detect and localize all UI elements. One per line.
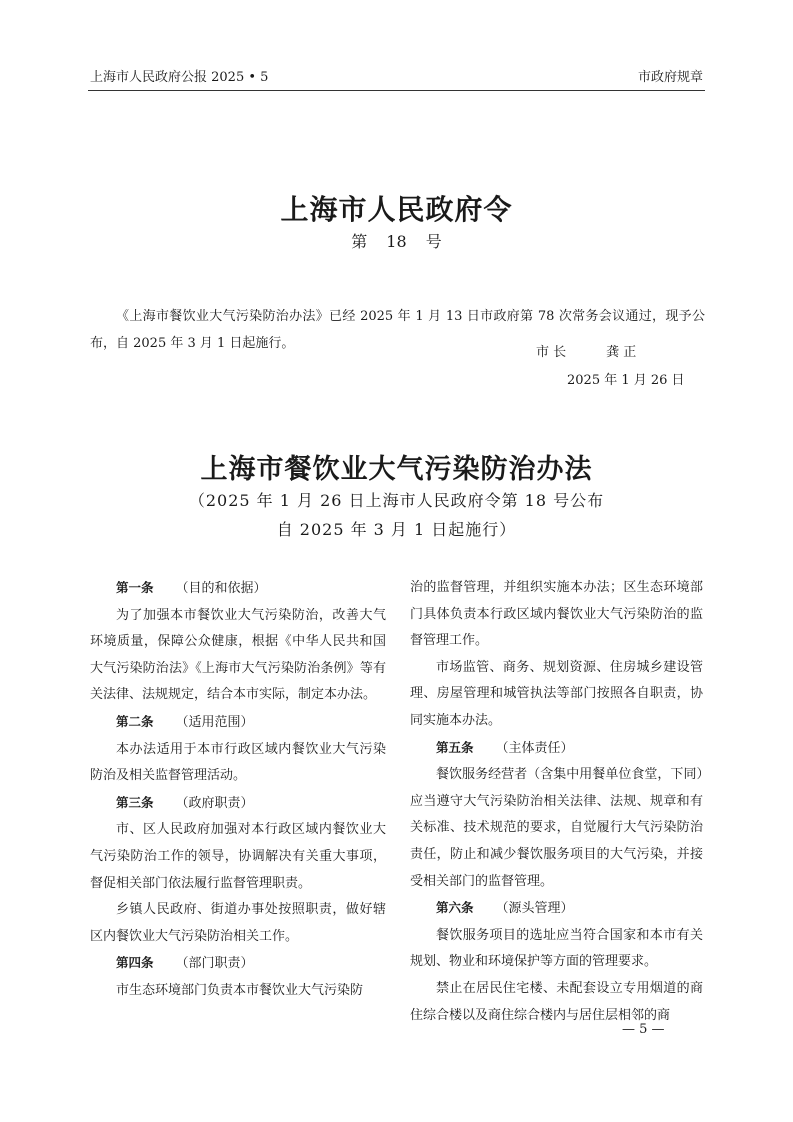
order-number: 第 18 号 — [351, 232, 442, 251]
article-paragraph: 乡镇人民政府、街道办事处按照职责，做好辖区内餐饮业大气污染防治相关工作。 — [90, 902, 386, 944]
law-subtitle-line2: 自 2025 年 3 月 1 日起施行） — [276, 520, 517, 539]
article-number: 第四条 — [116, 955, 154, 971]
article-paragraph: 市生态环境部门负责本市餐饮业大气污染防 — [116, 982, 364, 998]
article-number: 第六条 — [436, 900, 474, 916]
header-rule — [88, 90, 705, 91]
article-heading — [410, 895, 703, 923]
article-number: 第五条 — [436, 739, 474, 755]
article-topic: （政府职责） — [175, 795, 254, 811]
mayor-signature — [536, 341, 636, 360]
left-column — [90, 575, 386, 1005]
article-heading — [116, 575, 386, 603]
article-paragraph: 治的监督管理，并组织实施本办法；区生态环境部门具体负责本行政区域内餐饮业大气污染防治的监督管理工作。 — [410, 580, 703, 649]
article-paragraph: 为了加强本市餐饮业大气污染防治，改善大气环境质量，保障公众健康，根据《中华人民共和国大气污染防治法》《上海市大气污染防治条例》等有关法律、法规规定，结合本市实际，制定本办法。 — [90, 607, 386, 703]
law-title: 上海市餐饮业大气污染防治办法 — [200, 454, 593, 485]
article-number: 第三条 — [116, 794, 154, 810]
article-topic: （部门职责） — [175, 956, 254, 972]
mayor-label: 市 长 — [536, 345, 567, 360]
article-number: 第二条 — [116, 713, 154, 729]
mayor-name: 龚 正 — [606, 345, 637, 360]
article-topic: （适用范围） — [175, 714, 254, 730]
article-heading — [116, 709, 386, 737]
running-header-right: 市政府规章 — [637, 70, 703, 85]
law-subtitle-line1: （2025 年 1 月 26 日上海市人民政府令第 18 号公布 — [188, 491, 605, 510]
article-paragraph: 市场监管、商务、规划资源、住房城乡建设管理、房屋管理和城管执法等部门按照各自职责，协同实施本办法。 — [410, 659, 703, 728]
page-number: — 5 — — [622, 1022, 665, 1037]
right-column — [410, 575, 703, 1029]
order-text: 《上海市餐饮业大气污染防治办法》已经 2025 年 1 月 13 日市政府第 78 次常务会议通过，现予公布，自 2025 年 3 月 1 日起施行。 — [90, 309, 705, 351]
running-header-left: 上海市人民政府公报 2025 • 5 — [90, 70, 269, 85]
article-paragraph: 市、区人民政府加强对本行政区域内餐饮业大气污染防治工作的领导，协调解决有关重大事项，督促相关部门依法履行监督管理职责。 — [90, 822, 386, 891]
article-heading — [410, 735, 703, 763]
article-paragraph: 餐饮服务项目的选址应当符合国家和本市有关规划、物业和环境保护等方面的管理要求。 — [410, 927, 703, 970]
article-topic: （源头管理） — [495, 901, 574, 917]
order-title: 上海市人民政府令 — [280, 193, 513, 226]
article-topic: （目的和依据） — [175, 581, 267, 596]
order-date: 2025 年 1 月 26 日 — [567, 373, 685, 388]
article-paragraph: 禁止在居民住宅楼、未配套设立专用烟道的商住综合楼以及商住综合楼内与居住层相邻的商 — [410, 980, 703, 1023]
article-topic: （主体责任） — [495, 740, 574, 756]
article-number: 第一条 — [116, 580, 154, 595]
article-heading — [116, 950, 386, 978]
article-paragraph: 本办法适用于本市行政区域内餐饮业大气污染防治及相关监督管理活动。 — [90, 741, 386, 784]
article-heading — [116, 790, 386, 818]
article-paragraph: 餐饮服务经营者（含集中用餐单位食堂，下同）应当遵守大气污染防治相关法律、法规、规章和有关标准、技术规范的要求，自觉履行大气污染防治责任，防止和减少餐饮服务项目的大气污染，并接受相关部门的监督管理。 — [410, 767, 703, 889]
